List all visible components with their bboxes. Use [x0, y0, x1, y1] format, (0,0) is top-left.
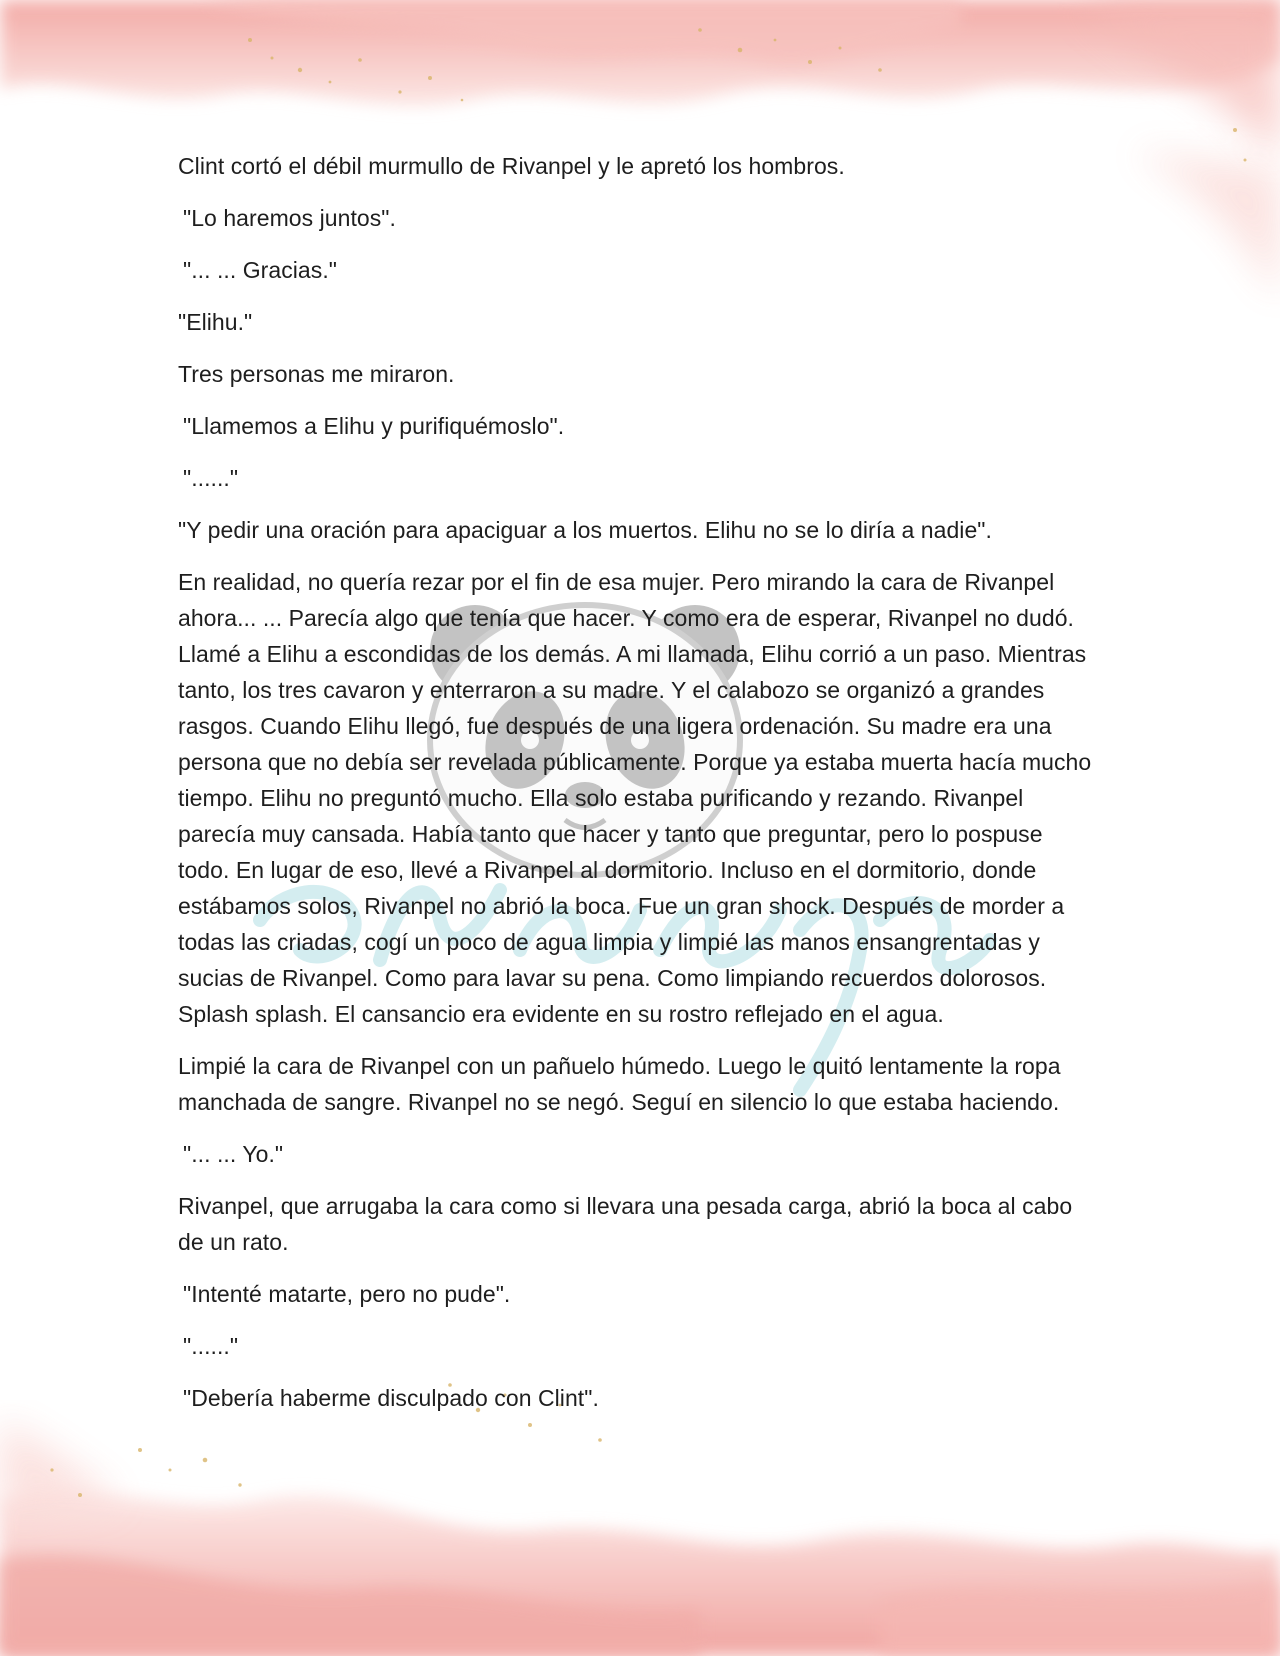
paragraph: "Debería haberme disculpado con Clint".: [183, 1385, 599, 1411]
paragraph: "Elihu.": [178, 309, 253, 335]
paragraph: "Llamemos a Elihu y purifiquémoslo".: [183, 413, 565, 439]
paragraph: "... ... Gracias.": [183, 257, 337, 283]
paragraph: "......": [183, 465, 239, 491]
paragraph: Rivanpel, que arrugaba la cara como si llevara una pesada carga, abrió la boca al cabo de un rato.: [178, 1193, 1073, 1255]
paragraph: Tres personas me miraron.: [178, 361, 455, 387]
paragraph: "......": [183, 1333, 239, 1359]
bottom-watercolor-decoration: [0, 1420, 1280, 1656]
paragraph: En realidad, no quería rezar por el fin de esa mujer. Pero mirando la cara de Rivanpel ahora... ... Parecía algo que tenía que hacer. Y como era de esperar, Rivanpel no dudó. Llamé a Elihu a escondidas de los demás. A mi llamada, Elihu corrió a un paso. Mientras tanto, los tres cavaron y enterraron a su madre. Y el calabozo se organizó a grandes rasgos. Cuando Elihu llegó, fue después de una ligera ordenación. Su madre era una persona que no debía ser revelada públicamente. Porque ya estaba muerta hacía mucho tiempo. Elihu no preguntó mucho. Ella solo estaba purificando y rezando. Rivanpel parecía muy cansada. Había tanto que hacer y tanto que preguntar, pero lo pospuse todo. En lugar de eso, llevé a Rivanpel al dormitorio. Incluso en el dormitorio, donde estábamos solos, Rivanpel no abrió la boca. Fue un gran shock. Después de morder a todas las criadas, cogí un poco de agua limpia y limpié las manos ensangrentadas y sucias de Rivanpel. Como para lavar su pena. Como limpiando recuerdos dolorosos. Splash splash. El cansancio era evidente en su rostro reflejado en el agua.: [178, 569, 1092, 1027]
paragraph: Limpié la cara de Rivanpel con un pañuelo húmedo. Luego le quitó lentamente la ropa manchada de sangre. Rivanpel no se negó. Seguí en silencio lo que estaba haciendo.: [178, 1053, 1061, 1115]
document-body: [178, 148, 1098, 1432]
paragraph: Clint cortó el débil murmullo de Rivanpel y le apretó los hombros.: [178, 153, 845, 179]
paragraph: "Intenté matarte, pero no pude".: [183, 1281, 511, 1307]
paragraph: "Y pedir una oración para apaciguar a los muertos. Elihu no se lo diría a nadie".: [178, 517, 992, 543]
paragraph: "Lo haremos juntos".: [183, 205, 396, 231]
paragraph: "... ... Yo.": [183, 1141, 284, 1167]
